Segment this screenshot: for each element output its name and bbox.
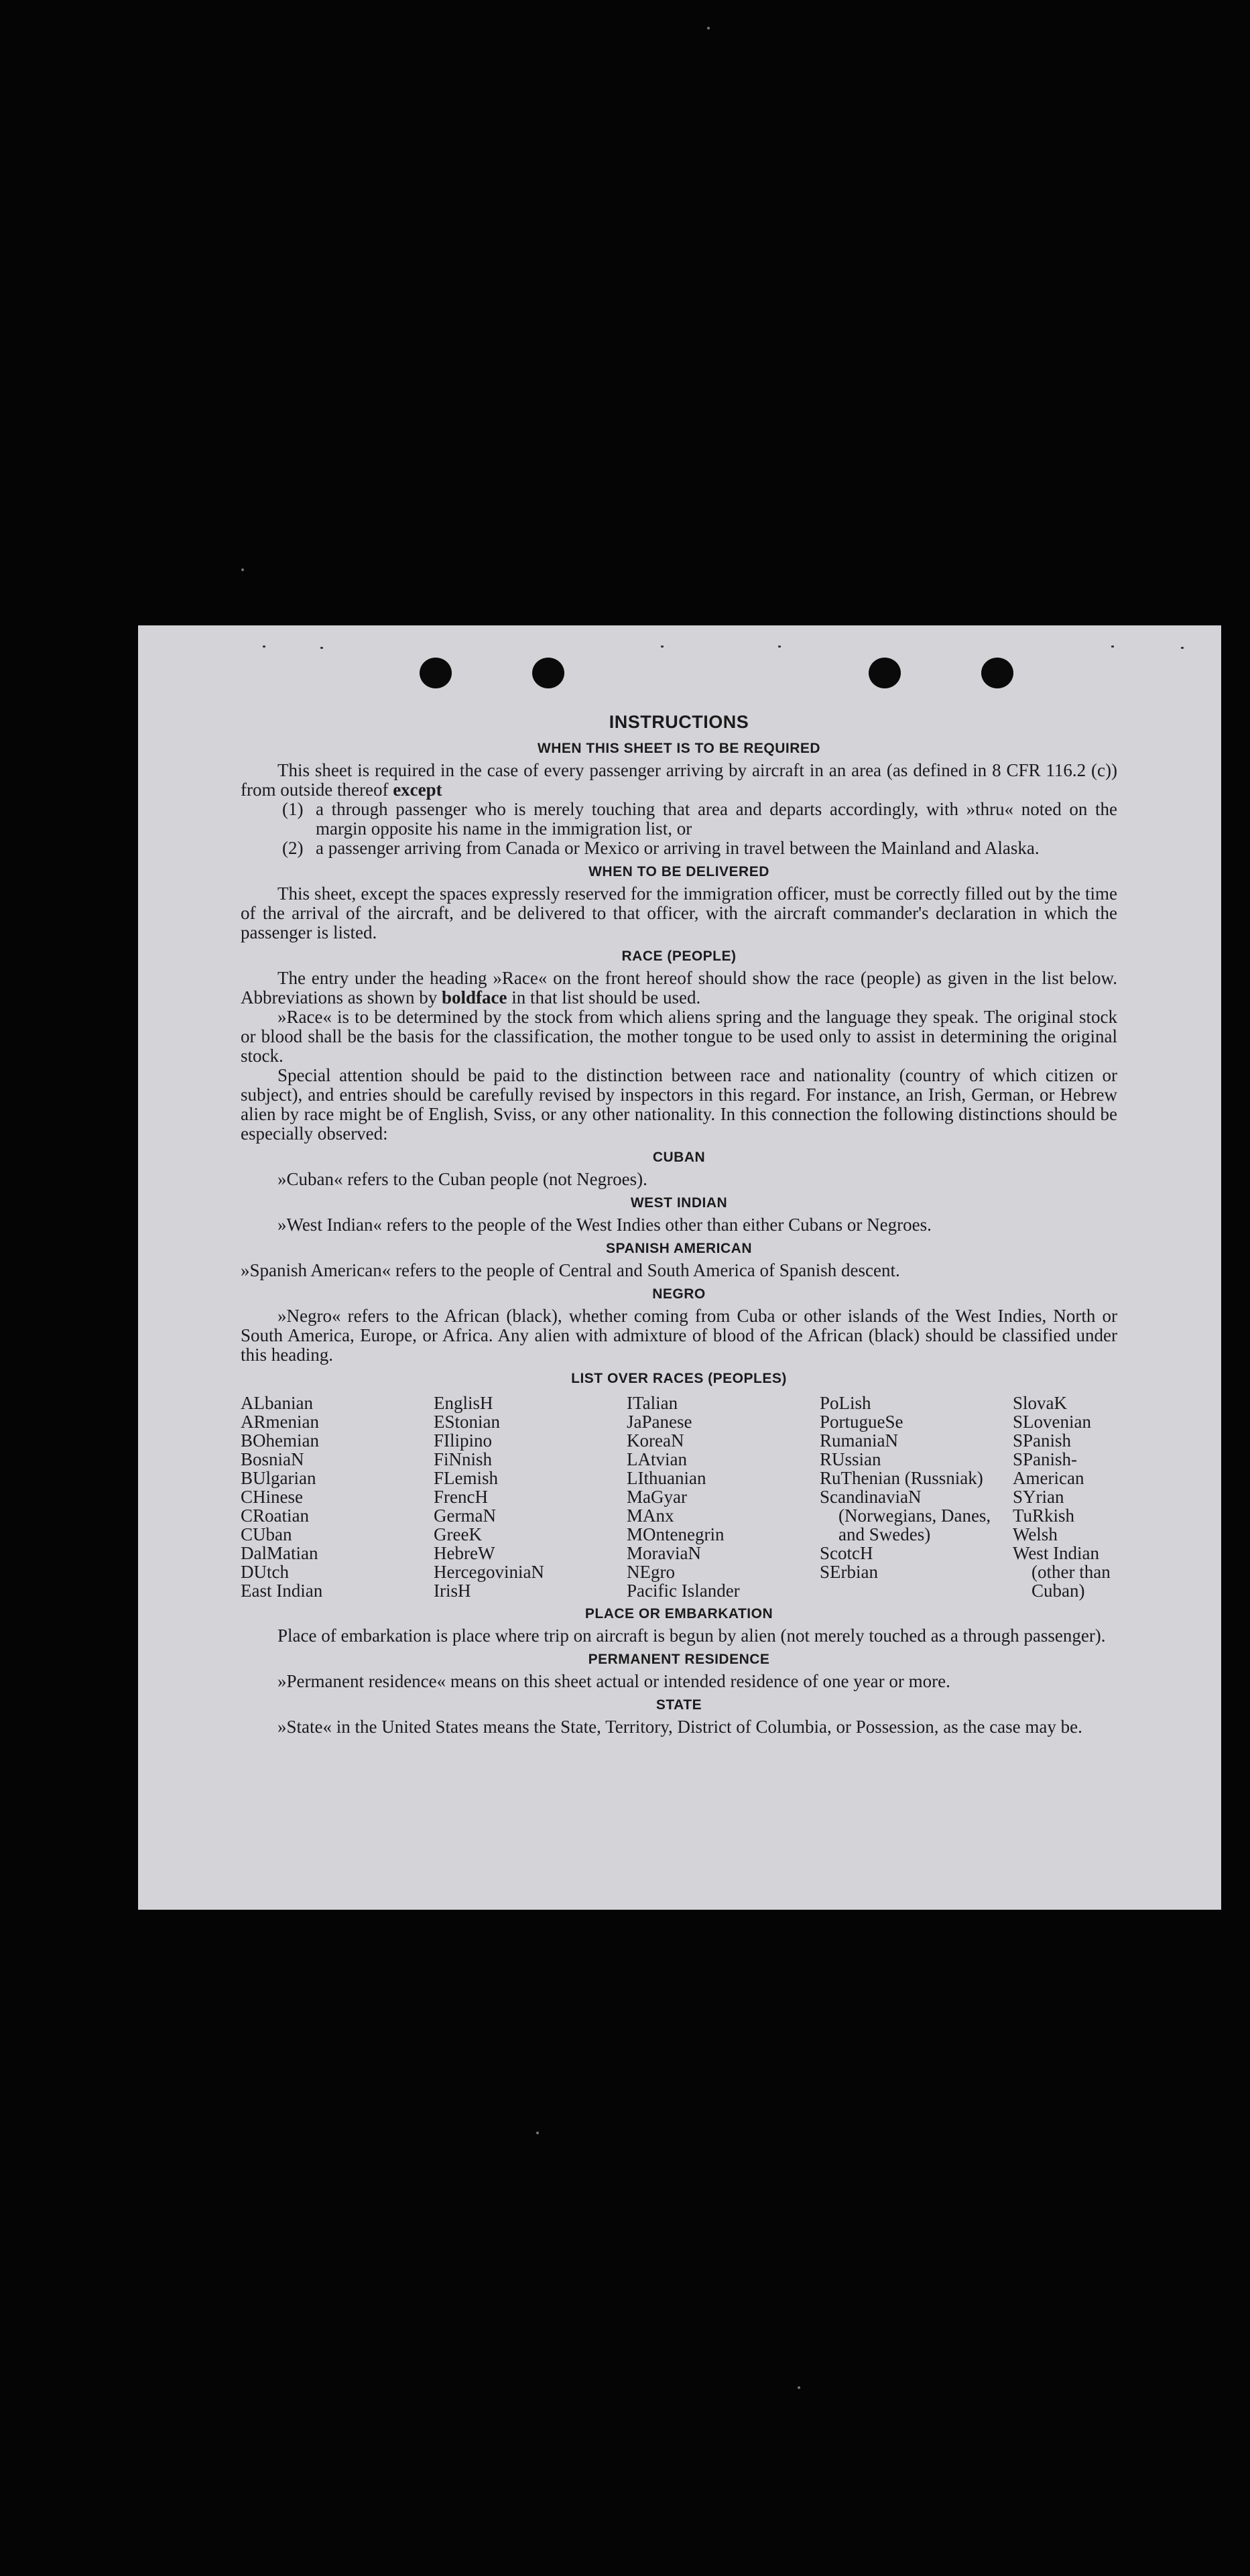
punch-hole — [420, 658, 452, 688]
races-column — [434, 1394, 627, 1600]
race-entry: EStonian — [434, 1412, 500, 1432]
place-embarkation-text: Place of embarkation is place where trip on aircraft is begun by alien (not merely touched as a through passenger). — [277, 1626, 1106, 1646]
west-indian-text: »West Indian« refers to the people of the West Indies other than either Cubans or Negroes. — [277, 1215, 932, 1235]
race-entry: FLemish — [434, 1468, 499, 1488]
race-entry: East Indian — [241, 1581, 323, 1601]
cuban-text: »Cuban« refers to the Cuban people (not Negroes). — [277, 1169, 647, 1189]
negro-text: »Negro« refers to the African (black), whether coming from Cuba or other islands of the West Indies, North or South America, Europe, or Africa. Any alien with admixture of blood of the African (black) should be classified under this heading. — [241, 1306, 1117, 1365]
bold-except: except — [393, 780, 442, 800]
race-entry: MAnx — [627, 1506, 674, 1526]
race-entry: ScotcH — [820, 1543, 873, 1563]
race-entry: IrisH — [434, 1581, 471, 1601]
race-entry: KoreaN — [627, 1430, 684, 1451]
race-entry: SLovenian — [1013, 1412, 1091, 1432]
race-entry: LIthuanian — [627, 1468, 706, 1488]
section-heading-spanish-american: SPANISH AMERICAN — [605, 1241, 752, 1256]
section-heading-when-required: WHEN THIS SHEET IS TO BE REQUIRED — [537, 741, 821, 756]
section-heading-permanent-residence: PERMANENT RESIDENCE — [588, 1652, 770, 1667]
section-heading-when-delivered: WHEN TO BE DELIVERED — [588, 864, 769, 879]
race-entry: ARmenian — [241, 1412, 319, 1432]
punch-hole — [981, 658, 1013, 688]
section-heading-negro: NEGRO — [652, 1286, 706, 1302]
race-entry: GermaN — [434, 1506, 496, 1526]
when-required-intro: This sheet is required in the case of every passenger arriving by aircraft in an area (as defined in 8 CFR 116.2 (c)) from outside thereof except — [241, 760, 1117, 800]
race-entry: Pacific Islander — [627, 1581, 740, 1601]
race-entry: SErbian — [820, 1562, 878, 1582]
race-entry: TuRkish — [1013, 1506, 1075, 1526]
race-paragraph: The entry under the heading »Race« on the front hereof should show the race (people) as given in the list below. Abbreviations as shown by boldface in that list should be used. — [241, 968, 1117, 1007]
race-entry: ALbanian — [241, 1393, 313, 1413]
permanent-residence-text: »Permanent residence« means on this sheet actual or intended residence of one year or more. — [277, 1671, 950, 1691]
race-entry: SlovaK — [1013, 1393, 1067, 1413]
race-entry: FrencH — [434, 1487, 488, 1507]
race-entry: RuThenian (Russniak) — [820, 1468, 983, 1488]
scan-speck — [241, 568, 244, 571]
race-entry: DalMatian — [241, 1543, 318, 1563]
scan-speck — [536, 2132, 539, 2134]
race-entry: Welsh — [1013, 1524, 1058, 1544]
race-entry: PoLish — [820, 1393, 871, 1413]
race-paragraph: Special attention should be paid to the distinction between race and nationality (country of which citizen or subject), and entries should be carefully revised by inspectors in this regard. For instance, an Irish, German, or Hebrew alien by race might be of English, Sviss, or any other nationality. In this connection the following distinctions should be especially observed: — [241, 1065, 1117, 1144]
spanish-american-text: »Spanish American« refers to the people of Central and South America of Spanish descent. — [241, 1260, 900, 1280]
races-column — [627, 1394, 820, 1600]
instruction-sheet — [138, 625, 1221, 1910]
race-entry: BUlgarian — [241, 1468, 316, 1488]
section-heading-races-list: LIST OVER RACES (PEOPLES) — [571, 1371, 787, 1386]
item-text: a through passenger who is merely touching that area and departs accordingly, with »thru« noted on the margin opposite his name in the immigration list, or — [316, 799, 1117, 839]
race-entry: CHinese — [241, 1487, 303, 1507]
section-heading-state: STATE — [655, 1697, 702, 1713]
race-entry: RUssian — [820, 1449, 881, 1469]
when-delivered-text: This sheet, except the spaces expressly reserved for the immigration officer, must be correctly filled out by the time of the arrival of the aircraft, and be delivered to that officer, with the aircraft commander's declaration in which the passenger is listed. — [241, 883, 1117, 942]
race-entry: GreeK — [434, 1524, 482, 1544]
race-entry: FIlipino — [434, 1430, 493, 1451]
race-entry: MaGyar — [627, 1487, 687, 1507]
section-heading-race: RACE (PEOPLE) — [621, 948, 737, 964]
bold-boldface: boldface — [441, 987, 507, 1007]
speck — [1111, 646, 1114, 648]
race-entry: ITalian — [627, 1393, 678, 1413]
race-entry: MOntenegrin — [627, 1524, 725, 1544]
races-list — [241, 1394, 1117, 1600]
speck — [778, 646, 781, 648]
race-entry: MoraviaN — [627, 1543, 701, 1563]
race-entry: SPanish — [1013, 1430, 1072, 1451]
race-entry: PortugueSe — [820, 1412, 903, 1432]
race-entry: RumaniaN — [820, 1430, 898, 1451]
race-entry: EnglisH — [434, 1393, 493, 1413]
races-column — [1013, 1394, 1117, 1600]
race-paragraph: »Race« is to be determined by the stock from which aliens spring and the language they speak. The original stock or blood shall be the basis for the classification, the mother tongue to be used only to assist in determining the original stock. — [241, 1007, 1117, 1066]
section-heading-cuban: CUBAN — [652, 1150, 706, 1165]
race-entry: BosniaN — [241, 1449, 304, 1469]
speck — [263, 646, 265, 648]
race-entry: JaPanese — [627, 1412, 692, 1432]
races-column — [820, 1394, 1013, 1600]
speck — [320, 647, 323, 649]
exception-item — [241, 800, 1117, 839]
item-number: (2) — [282, 838, 304, 858]
speck — [661, 646, 664, 648]
race-entry: West Indian (other than Cuban) — [1013, 1543, 1111, 1601]
page-title: INSTRUCTIONS — [609, 712, 749, 732]
race-entry: FiNnish — [434, 1449, 493, 1469]
race-entry: CUban — [241, 1524, 292, 1544]
state-text: »State« in the United States means the State, Territory, District of Columbia, or Possession, as the case may be. — [277, 1717, 1082, 1737]
punch-hole — [869, 658, 901, 688]
race-entry: SPanish-American — [1013, 1449, 1084, 1488]
race-entry: BOhemian — [241, 1430, 319, 1451]
race-entry: CRoatian — [241, 1506, 309, 1526]
race-entry: DUtch — [241, 1562, 289, 1582]
race-entry: LAtvian — [627, 1449, 687, 1469]
punch-hole — [532, 658, 564, 688]
item-text: a passenger arriving from Canada or Mexico or arriving in travel between the Mainland and Alaska. — [316, 838, 1040, 858]
scan-speck — [798, 2386, 800, 2389]
section-heading-place-embarkation: PLACE OR EMBARKATION — [584, 1606, 773, 1621]
race-entry: HercegoviniaN — [434, 1562, 544, 1582]
race-entry: SYrian — [1013, 1487, 1064, 1507]
speck — [1181, 647, 1184, 649]
scan-speck — [707, 27, 710, 29]
section-heading-west-indian: WEST INDIAN — [630, 1195, 728, 1211]
race-entry: ScandinaviaN (Norwegians, Danes, and Swedes) — [820, 1487, 991, 1544]
item-number: (1) — [282, 799, 304, 819]
exception-item — [241, 839, 1117, 858]
races-column — [241, 1394, 434, 1600]
race-entry: NEgro — [627, 1562, 675, 1582]
race-entry: HebreW — [434, 1543, 495, 1563]
